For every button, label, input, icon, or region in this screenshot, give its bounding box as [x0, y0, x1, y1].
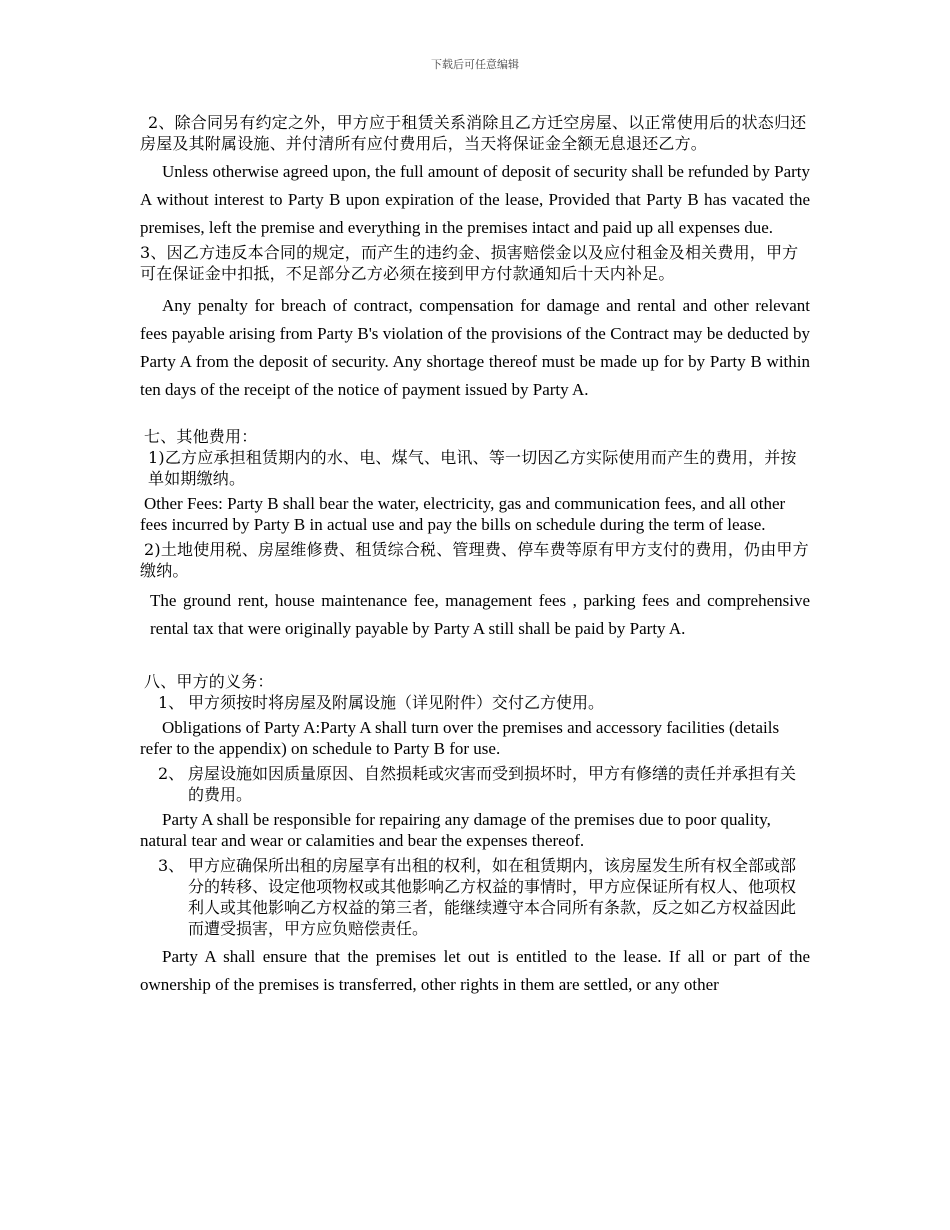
party-a-item-3-en: Party A shall ensure that the premises let out is entitled to the lease. If all or part of the ownership of the premises is transferred, other rights in them are settled, or any other [140, 947, 810, 994]
list-text-zh: 甲方应确保所出租的房屋享有出租的权利，如在租赁期内，该房屋发生所有权全部或部分的转移、设定他项物权或其他影响乙方权益的事情时，甲方应保证所有权人、他项权利人或其他影响乙方权益的第三者，能继续遵守本合同所有条款，反之如乙方权益因此而遭受损害，甲方应负赔偿责任。 [188, 856, 797, 938]
party-a-item-2-en: Party A shall be responsible for repairing any damage of the premises due to poor quality, natural tear and wear or calamities and bear the expenses thereof. [140, 810, 771, 850]
deposit-clause-2-en: Unless otherwise agreed upon, the full amount of deposit of security shall be refunded by Party A without interest to Party B upon expiration of the lease, Provided that Party B has vacated the premises, left the premise and everything in the premises intact and paid up all expenses due. [140, 162, 810, 237]
header-note: 下载后可任意编辑 [431, 58, 519, 71]
list-number: 2、 [158, 764, 185, 783]
other-fees-heading: 七、其他费用： [144, 427, 258, 446]
other-fees-item1-zh: 1)乙方应承担租赁期内的水、电、煤气、电讯、等一切因乙方实际使用而产生的费用，并按单如期缴纳。 [148, 448, 797, 488]
party-a-item-1-en: Obligations of Party A:Party A shall turn over the premises and accessory facilities (details refer to the appendix) on schedule to Party B for use. [140, 718, 780, 758]
list-text-zh: 房屋设施如因质量原因、自然损耗或灾害而受到损坏时，甲方有修缮的责任并承担有关的费用。 [188, 764, 797, 804]
other-fees-item2-zh: 2)土地使用税、房屋维修费、租赁综合税、管理费、停车费等原有甲方支付的费用，仍由甲方缴纳。 [140, 540, 809, 580]
list-number: 3、 [158, 856, 185, 875]
list-text-zh: 甲方须按时将房屋及附属设施（详见附件）交付乙方使用。 [188, 693, 605, 712]
other-fees-item2-en: The ground rent, house maintenance fee, management fees , parking fees and comprehensive rental tax that were originally payable by Party A still shall be paid by Party A. [150, 591, 810, 638]
list-number: 1、 [158, 693, 185, 712]
party-a-heading: 八、甲方的义务： [144, 672, 274, 691]
party-a-item-2 [140, 763, 810, 805]
deposit-clause-3-en: Any penalty for breach of contract, compensation for damage and rental and other relevant fees payable arising from Party B's violation of the provisions of the Contract may be deducted by Party A from the deposit of security. Any shortage thereof must be made up for by Party B within ten days of the receipt of the notice of payment issued by Party A. [140, 296, 810, 399]
deposit-clause-3-zh: 3、因乙方违反本合同的规定，而产生的违约金、损害赔偿金以及应付租金及相关费用，甲方可在保证金中扣抵，不足部分乙方必须在接到甲方付款通知后十天内补足。 [140, 243, 799, 283]
other-fees-item1-en: Other Fees: Party B shall bear the water, electricity, gas and communication fees, and all other fees incurred by Party B in actual use and pay the bills on schedule during the term of lease. [140, 494, 786, 534]
deposit-clause-2-zh: 2、除合同另有约定之外，甲方应于租赁关系消除且乙方迁空房屋、以正常使用后的状态归还房屋及其附属设施、并付清所有应付费用后，当天将保证金全额无息退还乙方。 [140, 113, 807, 153]
party-a-item-3 [140, 855, 810, 939]
document-body [140, 112, 810, 999]
party-a-item-1 [140, 692, 810, 713]
